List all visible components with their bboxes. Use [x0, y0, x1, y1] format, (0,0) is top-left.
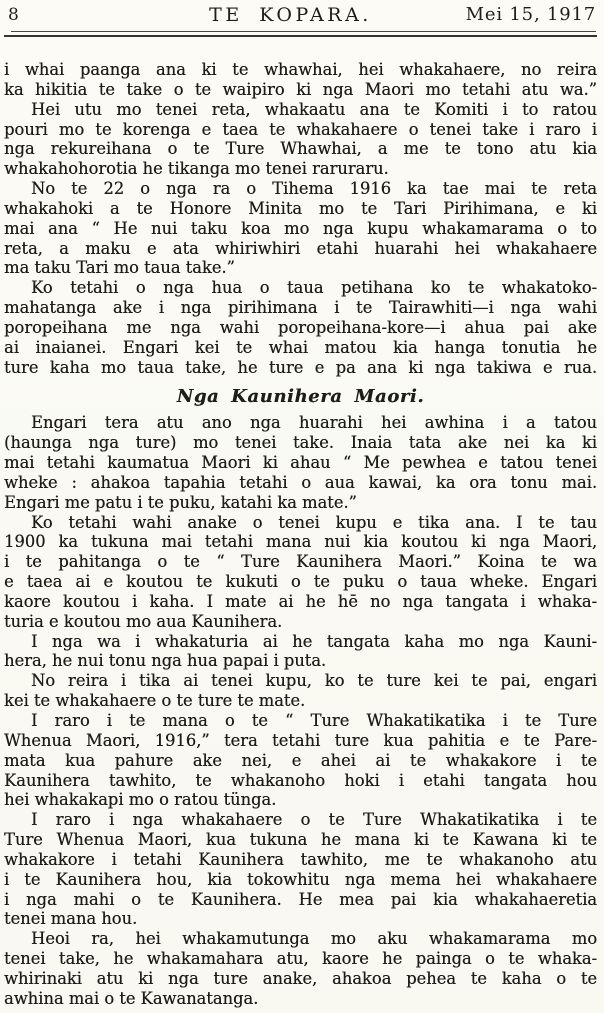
text-line: mai ana “ He nui taku koa mo nga kupu whakamarama o to [4, 218, 597, 238]
section-heading: Nga Kaunihera Maori. [176, 385, 425, 407]
paragraph [4, 632, 597, 672]
paragraph [4, 179, 597, 278]
text-line: No reira i tika ai tenei kupu, ko te ture kei te pai, engari [31, 671, 597, 691]
text-line: wheke : ahakoa tapahia tetahi o aua kawai, ka ora tonu mai. [4, 472, 597, 492]
text-line: Ko tetahi wahi anake o tenei kupu e tika ana. I te tau [31, 512, 597, 532]
text-line: ka hikitia te take o te waipiro ki nga Maori mo tetahi atu wa.” [4, 79, 597, 99]
text-line: pouri mo te korenga e taea te whakahaere o tenei take i raro i [4, 119, 597, 139]
text-line: nga rekureihana o te Ture Whawhai, a me te tono atu kia [4, 139, 597, 159]
text-line: Kaunihera tawhito, te whakanoho hoki i etahi tangata hou [4, 770, 597, 790]
paragraph [4, 278, 597, 377]
text-line: ai inaianei. Engari kei te whai matou kia hanga tonutia he [4, 337, 597, 357]
masthead-title: TE KOPARA. [209, 4, 372, 26]
text-line: (haunga nga ture) mo tenei take. Inaia tata ake nei ka ki [4, 433, 597, 453]
text-line: turia e koutou mo aua Kaunihera. [4, 611, 283, 631]
text-line: ture kaha mo taua take, he ture e pa ana ki nga takiwa e rua. [4, 357, 597, 377]
text-line: hera, he nui tonu nga hua papai i puta. [4, 651, 327, 671]
text-line: Hei utu mo tenei reta, whakaatu ana te Komiti i to ratou [31, 99, 597, 119]
paragraph [4, 513, 597, 632]
text-line: i nga mahi o te Kaunihera. He mea pai kia whakahaeretia [4, 889, 597, 909]
header-rule-thick [4, 35, 597, 37]
paragraph [4, 810, 597, 929]
paragraph [4, 671, 597, 711]
header-rule-thin [11, 31, 596, 32]
text-line: whakahoki a te Honore Minita mo te Tari Pirihimana, e ki [4, 198, 597, 218]
paragraph [4, 60, 597, 100]
text-line: i te pahitanga o te “ Ture Kaunihera Maori.” Koina te wa [4, 552, 597, 572]
text-line: i whai paanga ana ki te whawhai, hei whakahaere, no reira [4, 60, 597, 79]
text-line: i te Kaunihera hou, kia tokowhitu nga mema hei whakahaere [4, 869, 597, 889]
text-line: tenei mana hou. [4, 909, 138, 929]
text-line: mai tetahi kaumatua Maori ki ahau “ Me pewhea e tatou tenei [4, 453, 597, 473]
text-line: Heoi ra, hei whakamutunga mo aku whakamarama mo [31, 929, 597, 949]
text-line: hei whakakapi mo o ratou tünga. [4, 790, 277, 810]
paragraph [4, 929, 597, 1008]
text-line: Engari me patu i te puku, katahi ka mate.” [4, 492, 357, 512]
paragraph [4, 711, 597, 810]
text-line: kaore koutou i kaha. I mate ai he hē no nga tangata i whaka- [4, 591, 597, 611]
text-line: whakakore i tetahi Kaunihera tawhito, me te whakanoho atu [4, 849, 597, 869]
text-line: ma taku Tari mo taua take.” [4, 258, 235, 278]
running-head [4, 0, 597, 30]
text-line: Whenua Maori, 1916,” tera tetahi ture kua pahitia e te Pare- [4, 730, 597, 750]
text-line: Ture Whenua Maori, kua tukuna he mana ki te Kawana ki te [4, 830, 597, 850]
text-line: kei te whakahaere o te ture te mate. [4, 691, 306, 711]
text-line: whirinaki atu ki nga ture anake, ahakoa pehea te kaha o te [4, 968, 597, 988]
text-line: mata kua pahure ake nei, e ahei ai te whakakore i te [4, 750, 597, 770]
paragraph [4, 413, 597, 512]
text-line: Engari tera atu ano nga huarahi hei awhina i a tatou [31, 413, 597, 433]
text-line: awhina mai o te Kawanatanga. [4, 988, 259, 1008]
text-line: poropeihana me nga wahi poropeihana-kore—i ahua pai ake [4, 317, 597, 337]
text-line: reta, a maku e ata whiriwhiri etahi huarahi hei whakahaere [4, 238, 597, 258]
text-line: e taea ai e koutou te kukuti o te puku o taua wheke. Engari [4, 572, 597, 592]
text-line: No te 22 o nga ra o Tihema 1916 ka tae mai te reta [31, 179, 597, 199]
text-line: tenei take, he whakamahara atu, kaore he painga o te whaka- [4, 949, 597, 969]
text-line: I raro i te mana o te “ Ture Whakatikatika i te Ture [31, 711, 597, 730]
page-number: 8 [8, 5, 19, 25]
paragraph [4, 100, 597, 179]
text-line: 1900 ka tukuna mai tetahi mana nui kia koutou ki nga Maori, [4, 532, 597, 552]
text-line: I raro i nga whakahaere o te Ture Whakatikatika i te [31, 810, 597, 830]
issue-date: Mei 15, 1917 [465, 4, 596, 25]
article-body [4, 60, 597, 1009]
text-line: mahatanga ake i nga pirihimana i te Tairawhiti—i nga wahi [4, 298, 597, 318]
text-line: I nga wa i whakaturia ai he tangata kaha mo nga Kauni- [31, 631, 597, 651]
text-line: whakahohorotia he tikanga mo tenei raruraru. [4, 159, 389, 179]
text-line: Ko tetahi o nga hua o taua petihana ko te whakatoko- [31, 278, 597, 298]
